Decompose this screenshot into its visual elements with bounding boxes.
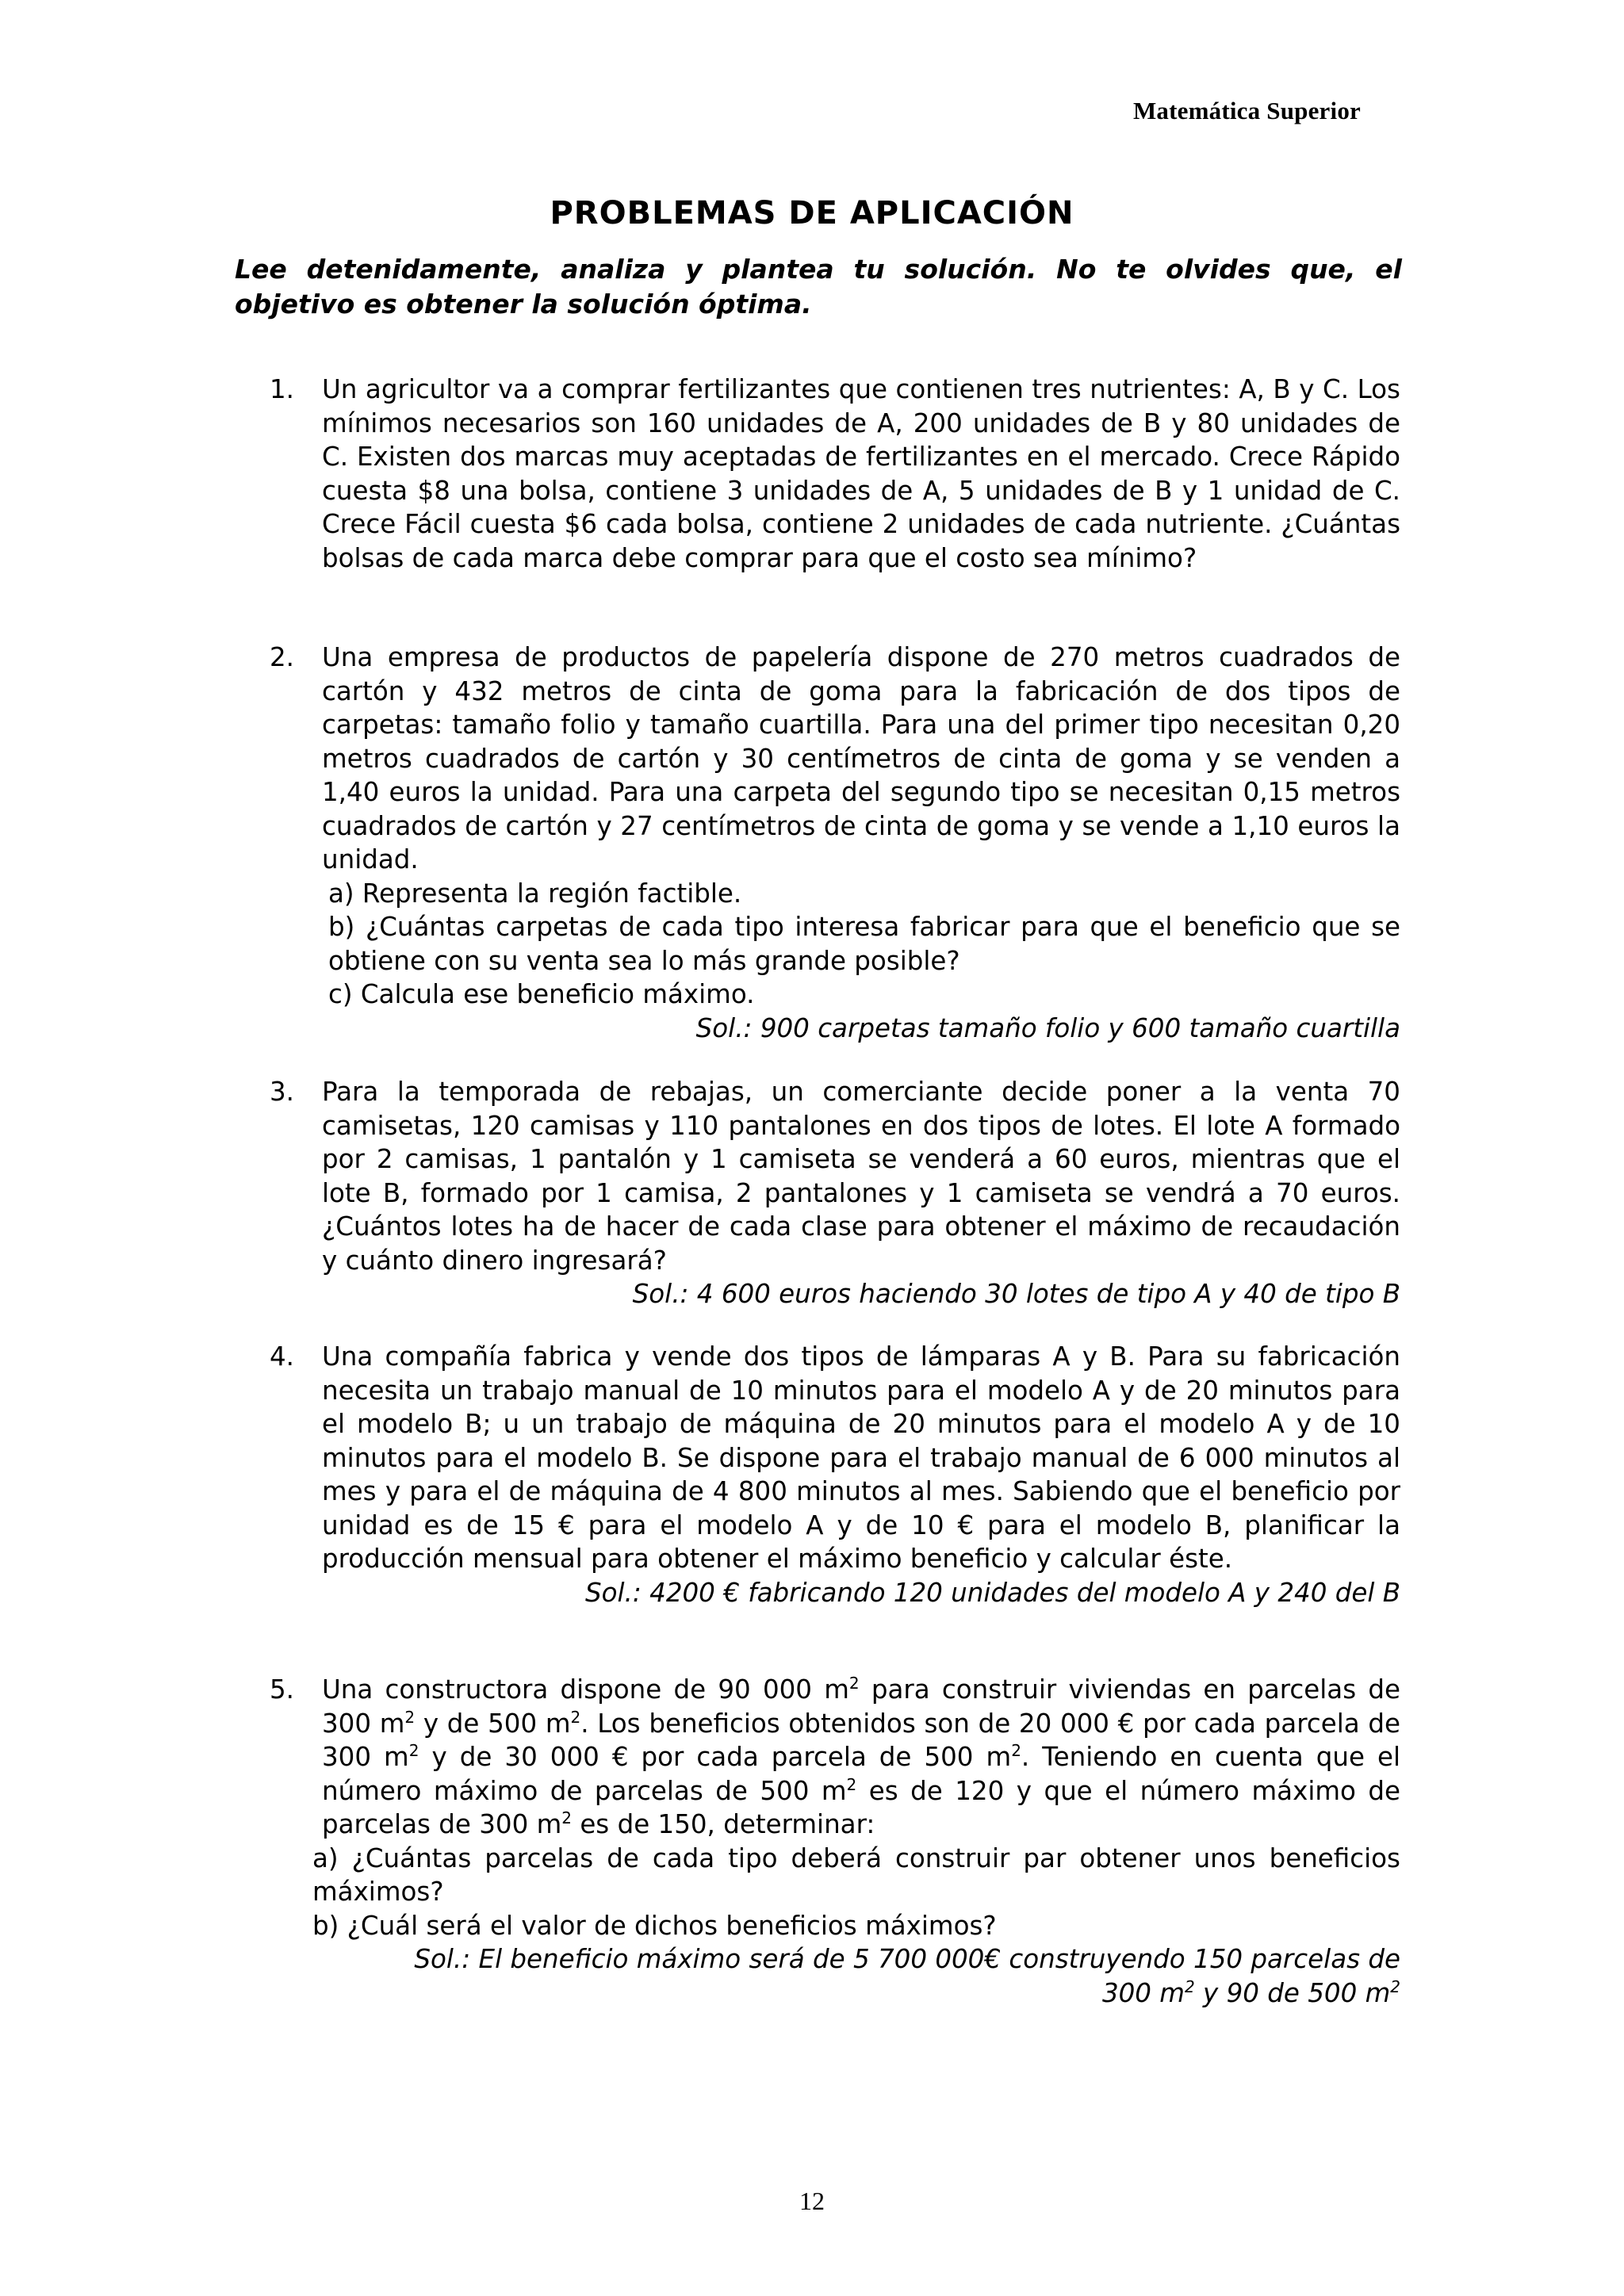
solution: Sol.: 4 600 euros haciendo 30 lotes de tipo A y 40 de tipo B (632, 1279, 1400, 1309)
problem-1 (270, 373, 1400, 575)
problem-number: 1. (270, 374, 295, 404)
solution: Sol.: 4200 € fabricando 120 unidades del modelo A y 240 del B (584, 1577, 1400, 1608)
problem-4 (270, 1340, 1400, 1609)
subquestion-b: b) ¿Cuál será el valor de dichos beneficios máximos? (312, 1910, 997, 1941)
problem-5 (270, 1673, 1400, 2010)
subquestion-c: c) Calcula ese beneficio máximo. (328, 979, 755, 1009)
problem-number: 2. (270, 642, 295, 672)
problem-text: Para la temporada de rebajas, un comerciante decide poner a la venta 70 camisetas, 120 camisas y 110 pantalones en dos tipos de lotes. El lote A formado por 2 camisas, 1 pantalón y 1 camiseta se venderá a 60 euros, mientras que el lote B, formado por 1 camisa, 2 pantalones y 1 camiseta se vendrá a 70 euros. ¿Cuántos lotes ha de hacer de cada clase para obtener el máximo de recaudación y cuánto dinero ingresará? (322, 1077, 1400, 1276)
instructions: Lee detenidamente, analiza y plantea tu solución. No te olvides que, el objetivo es obtener la solución óptima. (235, 254, 1402, 320)
solution: Sol.: 900 carpetas tamaño folio y 600 tamaño cuartilla (695, 1012, 1400, 1043)
problem-3 (270, 1075, 1400, 1311)
problem-number: 3. (270, 1077, 295, 1107)
solution: Sol.: El beneficio máximo será de 5 700 000€ construyendo 150 parcelas de 300 $m^2$ y 90 de 500 $m^2$ (414, 1944, 1400, 2008)
problem-2 (270, 641, 1400, 1045)
problem-body-subparts (322, 877, 1400, 1046)
problem-number: 4. (270, 1341, 295, 1372)
problem-number: 5. (270, 1674, 295, 1705)
problem-text: Una empresa de productos de papelería dispone de 270 metros cuadrados de cartón y 432 metros de cinta de goma para la fabricación de dos tipos de carpetas: tamaño folio y tamaño cuartilla. Para una del primer tipo necesitan 0,20 metros cuadrados de cartón y 30 centímetros de cinta de goma y se venden a 1,40 euros la unidad. Para una carpeta del segundo tipo se necesitan 0,15 metros cuadrados de cartón y 27 centímetros de cinta de goma y se vende a 1,10 euros la unidad. (322, 642, 1400, 874)
subquestion-a: a) Representa la región factible. (328, 878, 742, 909)
running-header: Matemática Superior (1132, 97, 1361, 124)
subquestion-a: a) ¿Cuántas parcelas de cada tipo deberá construir par obtener unos beneficios máximos? (312, 1843, 1400, 1907)
subquestion-b: b) ¿Cuántas carpetas de cada tipo interesa fabricar para que el beneficio que se obtiene con su venta sea lo más grande posible? (328, 912, 1400, 976)
problem-text: Una constructora dispone de 90 000 $m^2$ para construir viviendas en parcelas de 300 $m^2$ y de 500 $m^2$. Los beneficios obtenidos son de 20 000 € por cada parcela de 300 $m^2$ y de 30 000 € por cada parcela de 500 $m^2$. Teniendo en cuenta que el número máximo de parcelas de 500 $m^2$ es de 120 y que el número máximo de parcelas de 300 $m^2$ es de 150, determinar: (322, 1674, 1401, 1839)
problem-text: Una compañía fabrica y vende dos tipos de lámparas A y B. Para su fabricación necesita un trabajo manual de 10 minutos para el modelo A y de 20 minutos para el modelo B; u un trabajo de máquina de 20 minutos para el modelo A y de 10 minutos para el modelo B. Se dispone para el trabajo manual de 6 000 minutos al mes y para el de máquina de 4 800 minutos al mes. Sabiendo que el beneficio por unidad es de 15 € para el modelo A y de 10 € para el modelo B, planificar la producción mensual para obtener el máximo beneficio y calcular éste. (322, 1341, 1400, 1574)
problem-text: Un agricultor va a comprar fertilizantes que contienen tres nutrientes: A, B y C. Los mínimos necesarios son 160 unidades de A, 200 unidades de B y 80 unidades de C. Existen dos marcas muy aceptadas de fertilizantes en el mercado. Crece Rápido cuesta $8 una bolsa, contiene 3 unidades de A, 5 unidades de B y 1 unidad de C. Crece Fácil cuesta $6 cada bolsa, contiene 2 unidades de cada nutriente. ¿Cuántas bolsas de cada marca debe comprar para que el costo sea mínimo? (322, 374, 1400, 573)
page-title: PROBLEMAS DE APLICACIÓN (550, 195, 1074, 232)
page-number: 12 (799, 2187, 825, 2215)
